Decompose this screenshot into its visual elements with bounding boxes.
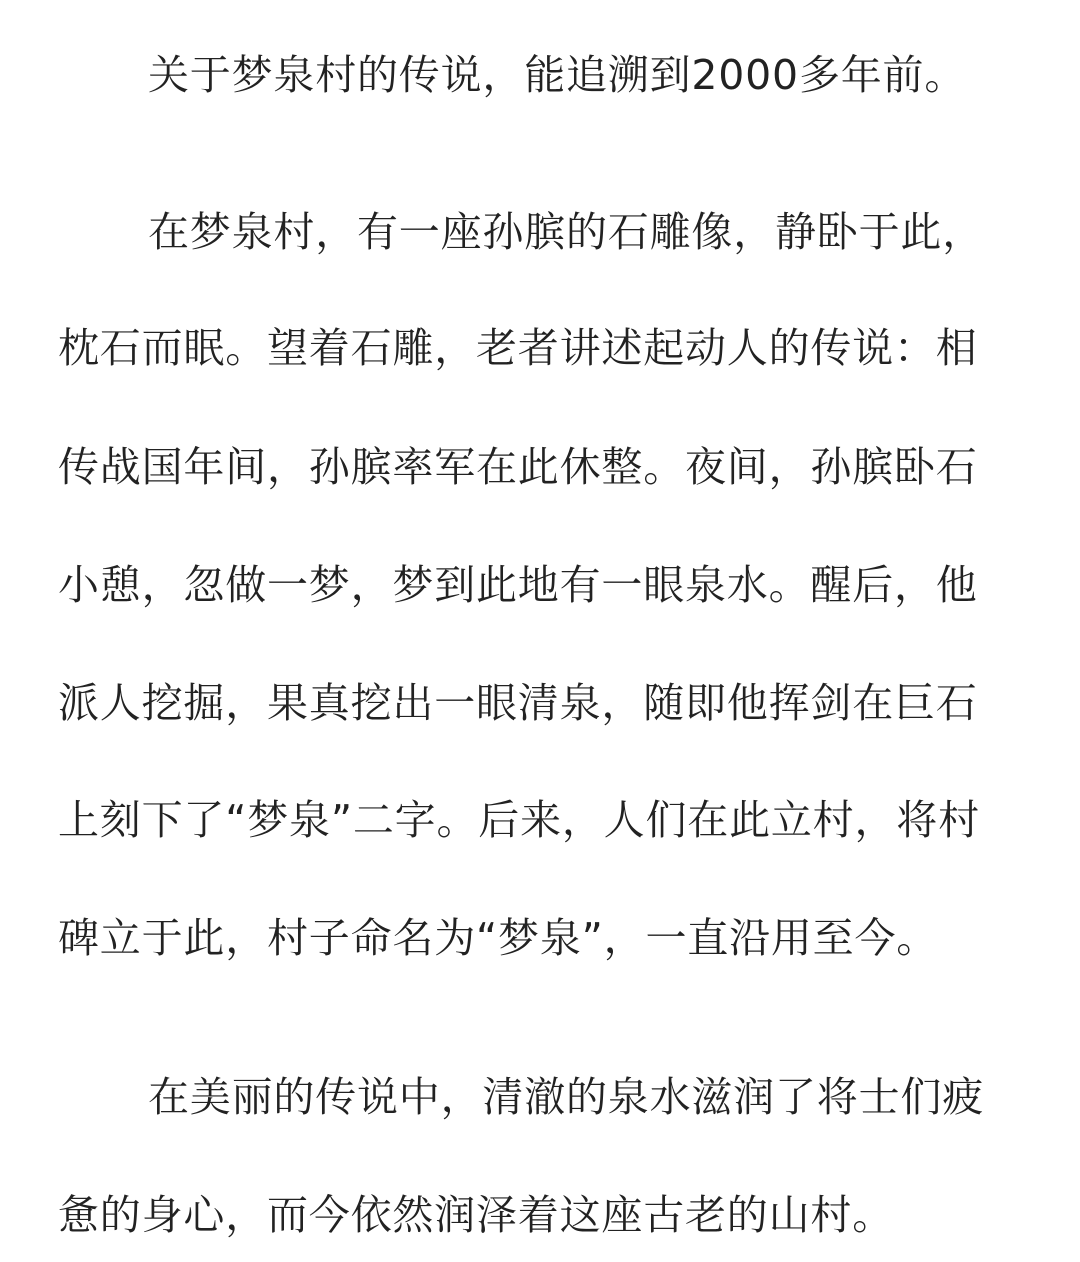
paragraph-1-line-1: 关于梦泉村的传说，能追溯到2000多年前。 <box>148 51 967 99</box>
paragraph-2-line-3: 传战国年间，孙膑率军在此休整。夜间，孙膑卧石 <box>58 443 978 491</box>
paragraph-2-line-7: 碑立于此，村子命名为“梦泉”，一直沿用至今。 <box>58 914 939 962</box>
paragraph-2-line-4: 小憩，忽做一梦，梦到此地有一眼泉水。醒后，他 <box>58 561 978 609</box>
paragraph-2-line-5: 派人挖掘，果真挖出一眼清泉，随即他挥剑在巨石 <box>58 679 978 727</box>
paragraph-2-line-2: 枕石而眠。望着石雕，老者讲述起动人的传说：相 <box>58 324 978 372</box>
paragraph-2-line-6: 上刻下了“梦泉”二字。后来，人们在此立村，将村 <box>58 796 980 844</box>
paragraph-3-line-1: 在美丽的传说中，清澈的泉水滋润了将士们疲 <box>148 1073 984 1121</box>
paragraph-3-line-2: 惫的身心，而今依然润泽着这座古老的山村。 <box>58 1191 894 1239</box>
paragraph-2-line-1: 在梦泉村，有一座孙膑的石雕像，静卧于此， <box>148 208 984 256</box>
